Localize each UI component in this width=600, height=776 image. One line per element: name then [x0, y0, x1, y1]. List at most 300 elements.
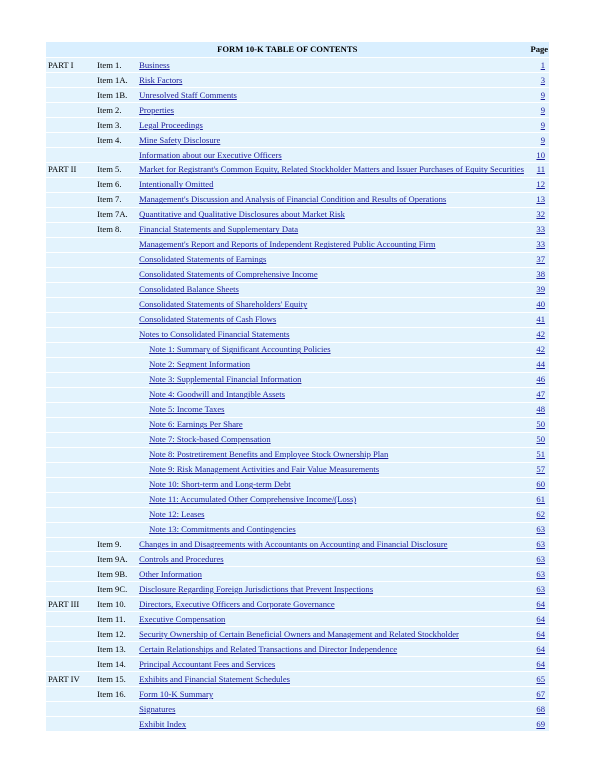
- page-number-cell: [528, 252, 549, 267]
- item-number: Item 9C.: [95, 582, 137, 597]
- note-link[interactable]: Note 5: Income Taxes: [149, 404, 225, 415]
- toc-row: [46, 312, 549, 327]
- toc-row: [46, 147, 549, 162]
- item-number: Item 3.: [95, 117, 137, 132]
- toc-row: [46, 537, 549, 552]
- title-cell: [137, 372, 528, 387]
- title-cell: [137, 267, 528, 282]
- note-link[interactable]: Note 4: Goodwill and Intangible Assets: [149, 389, 285, 400]
- page-number-cell: [528, 372, 549, 387]
- page-number-cell: [528, 327, 549, 342]
- part-label: [46, 297, 95, 312]
- title-cell: [137, 447, 528, 462]
- toc-row: [46, 72, 549, 87]
- page-number-cell: [528, 87, 549, 102]
- toc-row: [46, 357, 549, 372]
- toc-row: [46, 237, 549, 252]
- part-label: [46, 477, 95, 492]
- page-number-cell: [528, 432, 549, 447]
- item-number: Item 4.: [95, 132, 137, 147]
- part-label: [46, 702, 95, 717]
- item-number: [95, 702, 137, 717]
- part-label: [46, 627, 95, 642]
- page-number-cell: [528, 687, 549, 702]
- page-number-link[interactable]: 42: [536, 329, 545, 340]
- item-number: Item 9B.: [95, 567, 137, 582]
- page-number-link[interactable]: 46: [536, 374, 545, 385]
- toc-row: [46, 222, 549, 237]
- page-number-cell: [528, 507, 549, 522]
- part-label: [46, 552, 95, 567]
- toc-row: [46, 582, 549, 597]
- title-cell: [137, 177, 528, 192]
- toc-row: [46, 432, 549, 447]
- title-cell: [137, 552, 528, 567]
- page-number-link[interactable]: 60: [536, 479, 545, 490]
- page-number-link[interactable]: 33: [536, 224, 545, 235]
- part-label: [46, 417, 95, 432]
- title-cell: [137, 297, 528, 312]
- page-number-link[interactable]: 44: [536, 359, 545, 370]
- title-cell: [137, 58, 528, 73]
- part-label: [46, 312, 95, 327]
- section-link[interactable]: Exhibits and Financial Statement Schedules: [139, 673, 290, 684]
- part-label: [46, 462, 95, 477]
- item-number: Item 9.: [95, 537, 137, 552]
- page-number-link[interactable]: 10: [536, 149, 545, 160]
- title-cell: [137, 417, 528, 432]
- toc-row: [46, 702, 549, 717]
- title-cell: [137, 312, 528, 327]
- page-number-link[interactable]: 64: [536, 658, 545, 669]
- page-number-link[interactable]: 63: [536, 554, 545, 565]
- page-number-cell: [528, 597, 549, 612]
- toc-row: [46, 267, 549, 282]
- title-cell: [137, 327, 528, 342]
- item-number: Item 15.: [95, 672, 137, 687]
- note-link[interactable]: Note 1: Summary of Significant Accounting Policies: [149, 344, 331, 355]
- title-cell: [137, 657, 528, 672]
- part-label: PART IV: [46, 672, 95, 687]
- part-label: [46, 282, 95, 297]
- page-number-cell: [528, 537, 549, 552]
- page-number-link[interactable]: 57: [536, 464, 545, 475]
- part-label: [46, 612, 95, 627]
- page-number-link[interactable]: 9: [540, 89, 545, 100]
- page-number-cell: [528, 297, 549, 312]
- toc-body: [46, 58, 549, 732]
- part-label: [46, 642, 95, 657]
- page-number-cell: [528, 117, 549, 132]
- part-label: [46, 372, 95, 387]
- title-cell: [137, 612, 528, 627]
- section-link[interactable]: Consolidated Statements of Shareholders' Equity: [139, 299, 308, 310]
- part-label: [46, 117, 95, 132]
- section-link[interactable]: Exhibit Index: [139, 718, 187, 729]
- part-label: [46, 252, 95, 267]
- section-link[interactable]: Consolidated Statements of Cash Flows: [139, 314, 277, 325]
- toc-row: [46, 117, 549, 132]
- toc-row: [46, 372, 549, 387]
- page-number-link[interactable]: 64: [536, 629, 545, 639]
- section-link[interactable]: Executive Compensation: [139, 614, 226, 625]
- item-number: [95, 402, 137, 417]
- page-number-link[interactable]: 33: [536, 239, 545, 250]
- section-link[interactable]: Mine Safety Disclosure: [139, 134, 221, 145]
- toc-row: [46, 207, 549, 222]
- page-number-link[interactable]: 32: [536, 209, 545, 220]
- part-label: [46, 537, 95, 552]
- note-link[interactable]: Note 10: Short-term and Long-term Debt: [149, 479, 291, 490]
- page-number-link[interactable]: 64: [536, 599, 545, 610]
- page-number-link[interactable]: 1: [540, 59, 545, 70]
- part-label: [46, 177, 95, 192]
- page-column-label: Page: [528, 42, 549, 58]
- note-link[interactable]: Note 12: Leases: [149, 509, 205, 520]
- title-cell: [137, 357, 528, 372]
- title-cell: [137, 402, 528, 417]
- title-cell: [137, 117, 528, 132]
- page-number-cell: [528, 492, 549, 507]
- item-number: Item 5.: [95, 162, 137, 177]
- item-number: Item 13.: [95, 642, 137, 657]
- section-link[interactable]: Controls and Procedures: [139, 554, 224, 565]
- page-number-cell: [528, 462, 549, 477]
- item-number: [95, 447, 137, 462]
- section-link[interactable]: Consolidated Statements of Comprehensive Income: [139, 269, 318, 280]
- part-label: [46, 492, 95, 507]
- section-link[interactable]: Security Ownership of Certain Beneficial Owners and Management and Related Stockholder: [139, 629, 459, 639]
- part-label: [46, 207, 95, 222]
- page-number-cell: [528, 102, 549, 117]
- section-link[interactable]: Signatures: [139, 703, 176, 714]
- page-number-link[interactable]: 61: [536, 494, 545, 505]
- title-cell: [137, 537, 528, 552]
- page-number-link[interactable]: 38: [536, 269, 545, 280]
- page-number-link[interactable]: 12: [536, 179, 545, 190]
- item-number: [95, 297, 137, 312]
- section-link[interactable]: Management's Report and Reports of Independent Registered Public Accounting Firm: [139, 239, 436, 250]
- toc-row: [46, 627, 549, 642]
- part-label: [46, 522, 95, 537]
- part-label: [46, 507, 95, 522]
- toc-row: [46, 492, 549, 507]
- item-number: Item 7A.: [95, 207, 137, 222]
- page-number-cell: [528, 192, 549, 207]
- section-link[interactable]: Management's Discussion and Analysis of Financial Condition and Results of Operations: [139, 194, 447, 205]
- title-cell: [137, 597, 528, 612]
- page-number-cell: [528, 72, 549, 87]
- page-number-cell: [528, 672, 549, 687]
- page-number-cell: [528, 642, 549, 657]
- page-number-cell: [528, 582, 549, 597]
- page-number-link[interactable]: 68: [536, 703, 545, 714]
- item-number: Item 1A.: [95, 72, 137, 87]
- item-number: Item 8.: [95, 222, 137, 237]
- title-cell: [137, 702, 528, 717]
- title-cell: [137, 87, 528, 102]
- page-number-link[interactable]: 51: [536, 449, 545, 460]
- section-link[interactable]: Changes in and Disagreements with Accountants on Accounting and Financial Disclosure: [139, 539, 448, 550]
- page-number-link[interactable]: 64: [536, 614, 545, 625]
- part-label: [46, 687, 95, 702]
- title-cell: [137, 462, 528, 477]
- title-cell: [137, 432, 528, 447]
- section-link[interactable]: Disclosure Regarding Foreign Jurisdictions that Prevent Inspections: [139, 584, 374, 595]
- section-link[interactable]: Consolidated Balance Sheets: [139, 284, 239, 295]
- item-number: [95, 492, 137, 507]
- toc-row: [46, 552, 549, 567]
- page-number-link[interactable]: 11: [536, 164, 545, 175]
- item-number: Item 1B.: [95, 87, 137, 102]
- toc-row: [46, 282, 549, 297]
- part-label: [46, 567, 95, 582]
- title-cell: [137, 237, 528, 252]
- title-cell: [137, 252, 528, 267]
- toc-row: [46, 327, 549, 342]
- toc-row: [46, 162, 549, 177]
- item-number: Item 9A.: [95, 552, 137, 567]
- page-number-cell: [528, 177, 549, 192]
- title-cell: [137, 672, 528, 687]
- page-number-cell: [528, 357, 549, 372]
- part-label: [46, 87, 95, 102]
- page-number-cell: [528, 237, 549, 252]
- section-link[interactable]: Risk Factors: [139, 74, 183, 85]
- page-number-cell: [528, 552, 549, 567]
- part-label: [46, 237, 95, 252]
- page-number-link[interactable]: 63: [536, 524, 545, 535]
- toc-row: [46, 612, 549, 627]
- page-number-link[interactable]: 63: [536, 539, 545, 550]
- section-link[interactable]: Other Information: [139, 569, 202, 580]
- part-label: [46, 432, 95, 447]
- section-link[interactable]: Information about our Executive Officers: [139, 149, 282, 160]
- title-cell: [137, 567, 528, 582]
- note-link[interactable]: Note 8: Postretirement Benefits and Employee Stock Ownership Plan: [149, 449, 389, 460]
- section-link[interactable]: Directors, Executive Officers and Corporate Governance: [139, 599, 335, 610]
- section-link[interactable]: Financial Statements and Supplementary Data: [139, 224, 299, 235]
- title-cell: [137, 72, 528, 87]
- page-number-cell: [528, 657, 549, 672]
- item-number: [95, 477, 137, 492]
- title-cell: [137, 492, 528, 507]
- page-number-cell: [528, 567, 549, 582]
- part-label: [46, 147, 95, 162]
- note-link[interactable]: Note 3: Supplemental Financial Information: [149, 374, 302, 385]
- part-label: [46, 387, 95, 402]
- title-cell: [137, 642, 528, 657]
- page-number-link[interactable]: 63: [536, 569, 545, 580]
- title-cell: [137, 342, 528, 357]
- title-cell: [137, 162, 528, 177]
- item-number: Item 14.: [95, 657, 137, 672]
- page-number-cell: [528, 477, 549, 492]
- item-number: [95, 372, 137, 387]
- title-cell: [137, 582, 528, 597]
- item-number: Item 12.: [95, 627, 137, 642]
- part-label: PART II: [46, 162, 95, 177]
- page-number-cell: [528, 612, 549, 627]
- section-link[interactable]: Quantitative and Qualitative Disclosures about Market Risk: [139, 209, 345, 220]
- page-number-link[interactable]: 67: [536, 688, 545, 699]
- toc-row: [46, 132, 549, 147]
- page-number-link[interactable]: 9: [540, 134, 545, 145]
- toc-row: [46, 447, 549, 462]
- title-cell: [137, 132, 528, 147]
- page-number-link[interactable]: 47: [536, 389, 545, 400]
- part-label: [46, 222, 95, 237]
- toc-row: [46, 462, 549, 477]
- page-number-link[interactable]: 48: [536, 404, 545, 415]
- page-number-link[interactable]: 37: [536, 254, 545, 265]
- toc-row: [46, 417, 549, 432]
- page-number-link[interactable]: 9: [540, 104, 545, 115]
- page-number-cell: [528, 402, 549, 417]
- page-number-cell: [528, 312, 549, 327]
- page-number-cell: [528, 162, 549, 177]
- toc-row: [46, 522, 549, 537]
- section-link[interactable]: Legal Proceedings: [139, 119, 203, 130]
- title-cell: [137, 627, 528, 642]
- page-number-link[interactable]: 50: [536, 419, 545, 430]
- toc-table: [46, 42, 549, 731]
- page-number-cell: [528, 147, 549, 162]
- note-link[interactable]: Note 7: Stock-based Compensation: [149, 434, 271, 445]
- toc-row: [46, 342, 549, 357]
- page-number-link[interactable]: 65: [536, 673, 545, 684]
- part-label: [46, 132, 95, 147]
- page-number-cell: [528, 627, 549, 642]
- item-number: [95, 267, 137, 282]
- part-label: [46, 657, 95, 672]
- page-number-cell: [528, 702, 549, 717]
- item-number: [95, 147, 137, 162]
- title-cell: [137, 222, 528, 237]
- note-link[interactable]: Note 11: Accumulated Other Comprehensive Income/(Loss): [149, 494, 357, 505]
- section-link[interactable]: Consolidated Statements of Earnings: [139, 254, 267, 265]
- toc-row: [46, 58, 549, 73]
- toc-row: [46, 192, 549, 207]
- page-number-link[interactable]: 50: [536, 434, 545, 445]
- page-number-link[interactable]: 39: [536, 284, 545, 295]
- toc-row: [46, 252, 549, 267]
- item-number: Item 1.: [95, 58, 137, 73]
- title-cell: [137, 102, 528, 117]
- item-number: [95, 357, 137, 372]
- item-number: [95, 522, 137, 537]
- item-number: Item 16.: [95, 687, 137, 702]
- page-number-link[interactable]: 69: [536, 718, 545, 729]
- page-number-link[interactable]: 42: [536, 344, 545, 355]
- toc-row: [46, 387, 549, 402]
- item-number: [95, 342, 137, 357]
- section-link[interactable]: Unresolved Staff Comments: [139, 89, 237, 100]
- note-link[interactable]: Note 13: Commitments and Contingencies: [149, 524, 296, 535]
- toc-row: [46, 657, 549, 672]
- section-link[interactable]: Business: [139, 59, 170, 70]
- item-number: [95, 282, 137, 297]
- section-link[interactable]: Certain Relationships and Related Transactions and Director Independence: [139, 643, 398, 654]
- page-number-cell: [528, 222, 549, 237]
- part-label: [46, 327, 95, 342]
- item-number: [95, 462, 137, 477]
- item-number: [95, 507, 137, 522]
- title-cell: [137, 717, 528, 731]
- section-link[interactable]: Intentionally Omitted: [139, 179, 214, 190]
- page-number-link[interactable]: 13: [536, 194, 545, 205]
- toc-header-row: [46, 42, 549, 58]
- item-number: Item 10.: [95, 597, 137, 612]
- toc-row: [46, 597, 549, 612]
- title-cell: [137, 507, 528, 522]
- page-number-link[interactable]: 40: [536, 299, 545, 310]
- item-number: Item 7.: [95, 192, 137, 207]
- title-cell: [137, 282, 528, 297]
- part-label: PART III: [46, 597, 95, 612]
- page-number-cell: [528, 387, 549, 402]
- note-link[interactable]: Note 9: Risk Management Activities and Fair Value Measurements: [149, 464, 380, 475]
- toc-row: [46, 567, 549, 582]
- toc-row: [46, 177, 549, 192]
- page-number-cell: [528, 522, 549, 537]
- note-link[interactable]: Note 2: Segment Information: [149, 359, 251, 370]
- section-link[interactable]: Notes to Consolidated Financial Statements: [139, 329, 290, 340]
- part-label: [46, 582, 95, 597]
- part-label: [46, 357, 95, 372]
- part-label: [46, 717, 95, 731]
- toc-row: [46, 507, 549, 522]
- title-cell: [137, 147, 528, 162]
- item-number: [95, 312, 137, 327]
- section-link[interactable]: Form 10-K Summary: [139, 688, 214, 699]
- page-number-link[interactable]: 3: [540, 74, 545, 85]
- section-link[interactable]: Market for Registrant's Common Equity, Related Stockholder Matters and Issuer Purchases of Equity Securities: [139, 164, 524, 175]
- title-cell: [137, 477, 528, 492]
- page-number-cell: [528, 342, 549, 357]
- toc-row: [46, 102, 549, 117]
- item-number: [95, 432, 137, 447]
- item-number: [95, 387, 137, 402]
- page-number-cell: [528, 447, 549, 462]
- item-number: [95, 237, 137, 252]
- section-link[interactable]: Properties: [139, 104, 174, 115]
- title-cell: [137, 522, 528, 537]
- item-number: [95, 717, 137, 731]
- page-number-cell: [528, 207, 549, 222]
- page-number-cell: [528, 417, 549, 432]
- page-number-link[interactable]: 9: [540, 119, 545, 130]
- toc-row: [46, 717, 549, 731]
- page-number-link[interactable]: 64: [536, 643, 545, 654]
- toc-row: [46, 477, 549, 492]
- section-link[interactable]: Principal Accountant Fees and Services: [139, 658, 276, 669]
- note-link[interactable]: Note 6: Earnings Per Share: [149, 419, 243, 430]
- page-number-cell: [528, 58, 549, 73]
- toc-title: FORM 10-K TABLE OF CONTENTS: [46, 42, 528, 58]
- page-number-cell: [528, 717, 549, 731]
- title-cell: [137, 207, 528, 222]
- page-number-link[interactable]: 41: [536, 314, 545, 325]
- page-number-cell: [528, 132, 549, 147]
- page-number-link[interactable]: 62: [536, 509, 545, 520]
- part-label: [46, 192, 95, 207]
- title-cell: [137, 387, 528, 402]
- page-number-cell: [528, 267, 549, 282]
- page-number-link[interactable]: 63: [536, 584, 545, 595]
- toc-row: [46, 672, 549, 687]
- part-label: [46, 102, 95, 117]
